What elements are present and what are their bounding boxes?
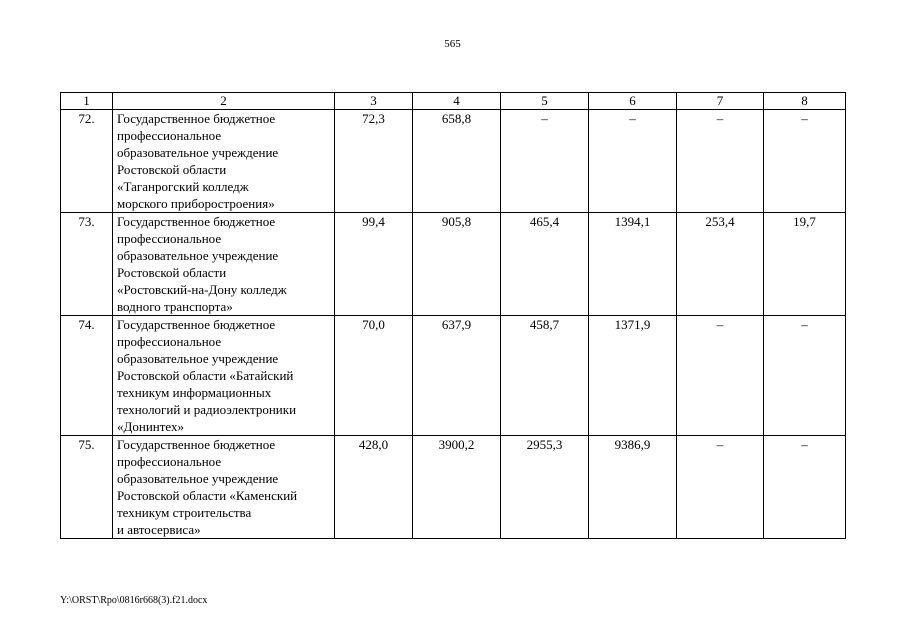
value-cell: – xyxy=(589,110,677,213)
column-header: 8 xyxy=(764,93,846,110)
institution-name-line: образовательное учреждение xyxy=(117,145,279,160)
institution-name-line: профессиональное xyxy=(117,128,222,143)
institution-name xyxy=(113,316,335,436)
table-row xyxy=(61,436,846,539)
value-cell: – xyxy=(764,316,846,436)
value-cell: 99,4 xyxy=(335,213,413,316)
institution-name-line: водного транспорта» xyxy=(117,299,233,314)
value-cell: 658,8 xyxy=(413,110,501,213)
column-header: 6 xyxy=(589,93,677,110)
institution-name-line: техникум строительства xyxy=(117,505,252,520)
row-number: 73. xyxy=(61,213,113,316)
value-cell: 1394,1 xyxy=(589,213,677,316)
value-cell: 9386,9 xyxy=(589,436,677,539)
value-cell: 1371,9 xyxy=(589,316,677,436)
value-cell: – xyxy=(501,110,589,213)
file-path-footer: Y:\ORST\Rpo\0816r668(3).f21.docx xyxy=(60,595,208,606)
institution-name xyxy=(113,436,335,539)
column-header: 2 xyxy=(113,93,335,110)
value-cell: 70,0 xyxy=(335,316,413,436)
value-cell: – xyxy=(764,436,846,539)
value-cell: 19,7 xyxy=(764,213,846,316)
institution-name-line: образовательное учреждение xyxy=(117,248,279,263)
institution-name-line: образовательное учреждение xyxy=(117,351,279,366)
column-header: 5 xyxy=(501,93,589,110)
institution-name-line: образовательное учреждение xyxy=(117,471,279,486)
column-header: 1 xyxy=(61,93,113,110)
value-cell: 458,7 xyxy=(501,316,589,436)
value-cell: 428,0 xyxy=(335,436,413,539)
column-header: 3 xyxy=(335,93,413,110)
row-number: 75. xyxy=(61,436,113,539)
institution-name-line: Государственное бюджетное xyxy=(117,437,276,452)
table-row xyxy=(61,316,846,436)
institution-name-line: Ростовской области «Каменский xyxy=(117,488,298,503)
value-cell: 3900,2 xyxy=(413,436,501,539)
institution-name-line: профессиональное xyxy=(117,334,222,349)
institution-name-line: «Таганрогский колледж xyxy=(117,179,249,194)
institution-name-line: Государственное бюджетное xyxy=(117,214,276,229)
table-header-row xyxy=(61,93,846,110)
institution-name-line: техникум информационных xyxy=(117,385,272,400)
data-table xyxy=(60,92,846,539)
value-cell: 465,4 xyxy=(501,213,589,316)
value-cell: – xyxy=(677,316,764,436)
institution-name xyxy=(113,110,335,213)
institution-name-line: Ростовской области xyxy=(117,265,227,280)
institution-name-line: Ростовской области «Батайский xyxy=(117,368,294,383)
row-number: 74. xyxy=(61,316,113,436)
value-cell: 2955,3 xyxy=(501,436,589,539)
institution-name-line: Государственное бюджетное xyxy=(117,317,276,332)
institution-name-line: технологий и радиоэлектроники xyxy=(117,402,297,417)
institution-name-line: «Ростовский-на-Дону колледж xyxy=(117,282,287,297)
institution-name-line: морского приборостроения» xyxy=(117,196,275,211)
institution-name-line: Государственное бюджетное xyxy=(117,111,276,126)
institution-name-line: профессиональное xyxy=(117,454,222,469)
table-row xyxy=(61,110,846,213)
value-cell: 253,4 xyxy=(677,213,764,316)
value-cell: – xyxy=(677,436,764,539)
value-cell: – xyxy=(677,110,764,213)
page-number: 565 xyxy=(444,38,461,50)
column-header: 7 xyxy=(677,93,764,110)
value-cell: 72,3 xyxy=(335,110,413,213)
institution-name xyxy=(113,213,335,316)
value-cell: 637,9 xyxy=(413,316,501,436)
value-cell: – xyxy=(764,110,846,213)
row-number: 72. xyxy=(61,110,113,213)
institution-name-line: и автосервиса» xyxy=(117,522,201,537)
institution-name-line: Ростовской области xyxy=(117,162,227,177)
table-row xyxy=(61,213,846,316)
value-cell: 905,8 xyxy=(413,213,501,316)
column-header: 4 xyxy=(413,93,501,110)
institution-name-line: профессиональное xyxy=(117,231,222,246)
institution-name-line: «Донинтех» xyxy=(117,419,185,434)
